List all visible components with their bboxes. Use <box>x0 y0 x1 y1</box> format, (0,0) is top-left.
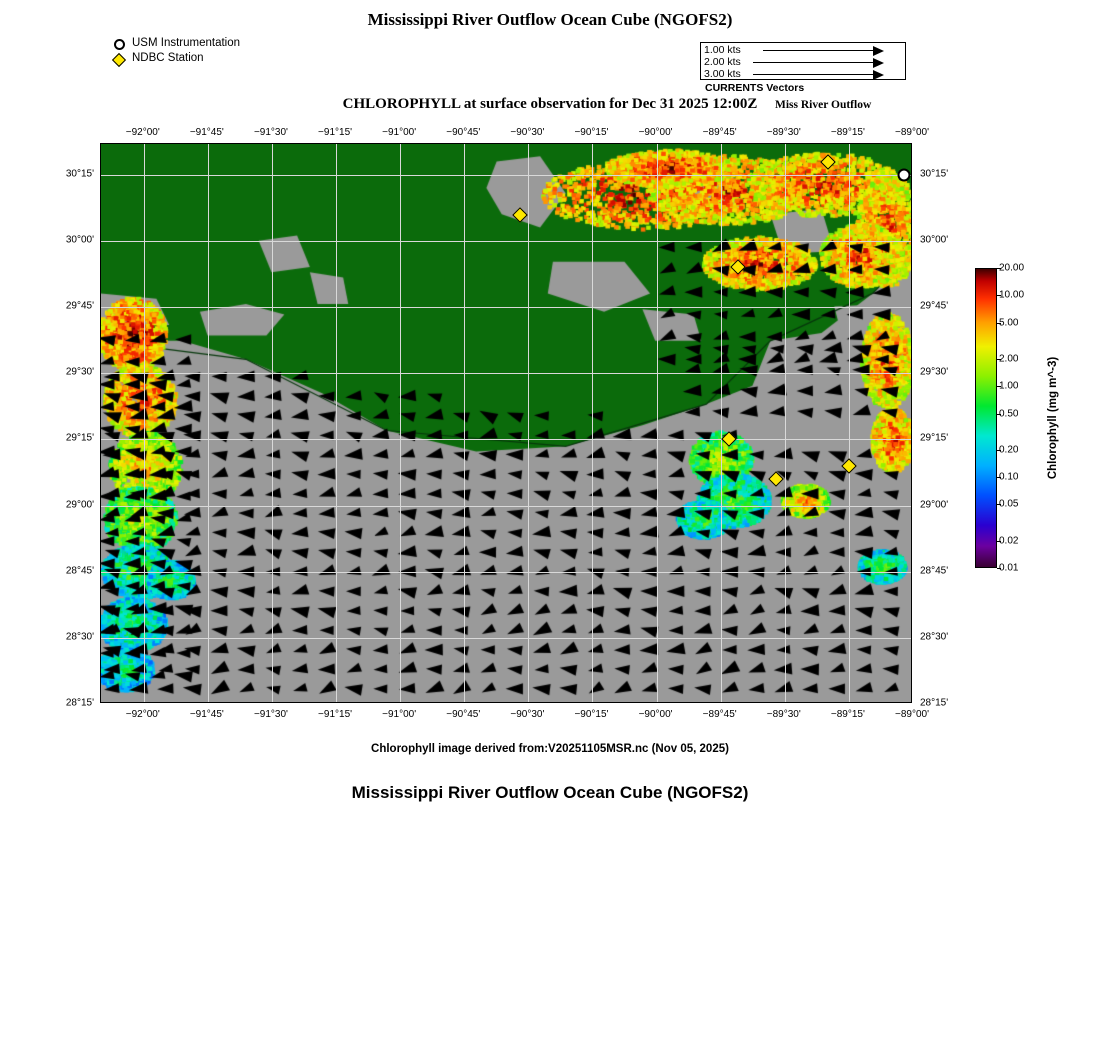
gridline-horizontal <box>101 506 912 507</box>
gridline-horizontal <box>101 439 912 440</box>
gridline-horizontal <box>101 241 912 242</box>
x-axis-tick-bottom: −90°45' <box>446 709 481 720</box>
x-axis-tick-top: −89°00' <box>895 127 929 138</box>
colorbar-tick-label: 20.00 <box>999 262 1025 274</box>
x-axis-tick-bottom: −91°30' <box>253 709 288 720</box>
chart-subtitle: CHLOROPHYLL at surface observation for Dec 31 2025 12:00Z <box>342 96 758 112</box>
colorbar-tick-label: 5.00 <box>999 317 1019 329</box>
x-axis-tick-bottom: −89°15' <box>830 709 865 720</box>
x-axis-tick-bottom: −91°45' <box>189 709 224 720</box>
gridline-vertical <box>721 144 722 703</box>
colorbar-tick-label: 0.02 <box>999 535 1019 547</box>
gridline-vertical <box>272 144 273 703</box>
x-axis-tick-bottom: −90°15' <box>574 709 609 720</box>
gridline-horizontal <box>101 175 912 176</box>
colorbar <box>975 262 1095 578</box>
vector-key-row <box>701 68 905 80</box>
colorbar-tick-label: 0.10 <box>999 471 1019 483</box>
x-axis-tick-top: −91°30' <box>253 127 288 138</box>
gridline-vertical <box>400 144 401 703</box>
vector-key-label-2: 2.00 kts <box>704 56 741 68</box>
x-axis-tick-top: −90°30' <box>510 127 545 138</box>
colorbar-tick-label: 0.05 <box>999 498 1019 510</box>
currents-vectors-title: CURRENTS Vectors <box>705 82 805 94</box>
vector-key-arrow-1 <box>873 46 884 56</box>
vector-key-label-3: 3.00 kts <box>704 68 741 80</box>
x-axis-tick-top: −91°45' <box>189 127 224 138</box>
usm-station-marker[interactable] <box>898 168 911 181</box>
x-axis-tick-top: −91°15' <box>318 127 353 138</box>
vector-key-line-2 <box>753 62 873 63</box>
y-axis-tick-right: 29°15' <box>920 432 949 444</box>
currents-vector-key <box>700 42 906 80</box>
gridline-horizontal <box>101 307 912 308</box>
x-axis-tick-top: −90°45' <box>446 127 481 138</box>
gridline-vertical <box>785 144 786 703</box>
gridline-horizontal <box>101 638 912 639</box>
legend-label-usm: USM Instrumentation <box>132 37 241 49</box>
gridline-vertical <box>592 144 593 703</box>
y-axis-tick-right: 30°00' <box>920 234 949 246</box>
vector-key-line-1 <box>763 50 873 51</box>
colorbar-tick-label: 0.20 <box>999 444 1019 456</box>
gridline-vertical <box>849 144 850 703</box>
gridline-vertical <box>336 144 337 703</box>
y-axis-tick-right: 28°15' <box>920 697 949 709</box>
x-axis-tick-bottom: −91°15' <box>318 709 353 720</box>
vector-key-row <box>701 56 905 68</box>
colorbar-tick-label: 0.01 <box>999 562 1019 574</box>
y-axis-tick-right: 30°15' <box>920 168 949 180</box>
y-axis-tick-left: 29°00' <box>65 499 94 511</box>
vector-key-line-3 <box>753 74 873 75</box>
x-axis-tick-bottom: −90°00' <box>638 709 673 720</box>
x-axis-tick-top: −89°45' <box>702 127 737 138</box>
colorbar-tick-label: 1.00 <box>999 380 1019 392</box>
y-axis-tick-right: 28°30' <box>920 631 949 643</box>
vector-key-arrow-2 <box>873 58 884 68</box>
vector-key-label-1: 1.00 kts <box>704 44 741 56</box>
x-axis-tick-bottom: −89°45' <box>702 709 737 720</box>
y-axis-tick-left: 30°15' <box>65 168 94 180</box>
y-axis-tick-left: 28°30' <box>65 631 94 643</box>
y-axis-tick-right: 29°00' <box>920 499 949 511</box>
gridline-vertical <box>144 144 145 703</box>
y-axis-tick-left: 29°15' <box>65 432 94 444</box>
y-axis-tick-right: 29°45' <box>920 300 949 312</box>
derived-from-note: Chlorophyll image derived from:V20251105MSR.nc (Nov 05, 2025) <box>371 743 729 755</box>
y-axis-tick-right: 28°45' <box>920 565 949 577</box>
corner-label: Miss River Outflow <box>775 99 872 111</box>
diamond-marker-icon <box>112 53 126 67</box>
x-axis-tick-top: −90°15' <box>574 127 609 138</box>
y-axis-tick-left: 29°30' <box>65 366 94 378</box>
page-title: Mississippi River Outflow Ocean Cube (NGOFS2) <box>367 10 733 29</box>
x-axis-tick-bottom: −89°30' <box>766 709 801 720</box>
y-axis-tick-left: 29°45' <box>65 300 94 312</box>
gridline-horizontal <box>101 572 912 573</box>
gridline-vertical <box>464 144 465 703</box>
colorbar-gradient <box>975 268 997 568</box>
x-axis-tick-top: −89°30' <box>766 127 801 138</box>
x-axis-tick-bottom: −91°00' <box>382 709 417 720</box>
bottom-title: Mississippi River Outflow Ocean Cube (NGOFS2) <box>351 783 749 802</box>
y-axis-tick-left: 28°45' <box>65 565 94 577</box>
y-axis-tick-left: 28°15' <box>65 697 94 709</box>
x-axis-tick-bottom: −90°30' <box>510 709 545 720</box>
vector-key-row <box>701 44 905 56</box>
colorbar-tick-label: 10.00 <box>999 289 1025 301</box>
colorbar-axis-title: Chlorophyll (mg m^-3) <box>1047 356 1059 480</box>
gridline-vertical <box>208 144 209 703</box>
gridline-horizontal <box>101 373 912 374</box>
x-axis-tick-bottom: −89°00' <box>895 709 929 720</box>
legend-label-ndbc: NDBC Station <box>132 52 204 64</box>
colorbar-tick-label: 0.50 <box>999 408 1019 420</box>
gridline-vertical <box>528 144 529 703</box>
gridline-vertical <box>657 144 658 703</box>
colorbar-tick-label: 2.00 <box>999 353 1019 365</box>
circle-marker-icon <box>114 39 125 50</box>
vector-key-arrow-3 <box>873 70 884 80</box>
x-axis-tick-top: −89°15' <box>830 127 865 138</box>
x-axis-tick-top: −91°00' <box>382 127 417 138</box>
x-axis-tick-bottom: −92°00' <box>125 709 160 720</box>
map-plot[interactable] <box>100 143 912 703</box>
x-axis-tick-top: −92°00' <box>125 127 160 138</box>
y-axis-tick-right: 29°30' <box>920 366 949 378</box>
x-axis-tick-top: −90°00' <box>638 127 673 138</box>
y-axis-tick-left: 30°00' <box>65 234 94 246</box>
